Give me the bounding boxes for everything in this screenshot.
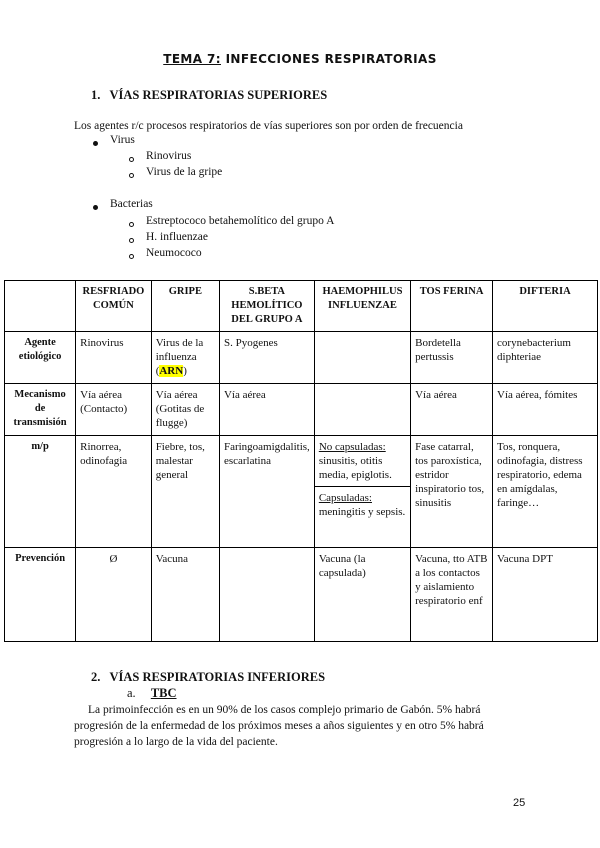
- sub-bullet-circle: [129, 254, 134, 259]
- subsection-title: TBC: [150, 686, 177, 700]
- capsulated-block: [315, 486, 410, 519]
- table-corner-cell: [5, 281, 76, 332]
- table-cell: Rinorrea, odinofagia: [76, 436, 152, 548]
- highlighted-text: ARN: [159, 365, 184, 377]
- section2-title: VÍAS RESPIRATORIAS INFERIORES: [109, 670, 326, 684]
- noncapsulated-block: [319, 440, 406, 482]
- section2-heading: [91, 670, 325, 685]
- table-cell: Vía aérea: [219, 384, 314, 436]
- column-header: RESFRIADO COMÚN: [76, 281, 152, 332]
- row-header: Mecanismo de transmisión: [5, 384, 76, 436]
- table-cell: Fiebre, tos, malestar general: [151, 436, 219, 548]
- table-cell: Vía aérea: [411, 384, 493, 436]
- table-cell: S. Pyogenes: [219, 332, 314, 384]
- table-row: [5, 332, 598, 384]
- sub-bullet-circle: [129, 222, 134, 227]
- section2-number: 2.: [91, 670, 101, 684]
- table-cell: Vía aérea (Gotitas de flugge): [151, 384, 219, 436]
- bullet-dot: [93, 205, 98, 210]
- table-cell: Ø: [76, 548, 152, 642]
- list-subitem: H. influenzae: [146, 231, 208, 243]
- table-cell: Bordetella pertussis: [411, 332, 493, 384]
- tbc-paragraph: La primoinfección es en un 90% de los casos complejo primario de Gabón. 5% habrá progresión de la enfermedad de los próximos meses a años siguientes y en otro 5% habrá progresión a lo largo de la vida del paciente.: [74, 704, 484, 748]
- table-cell: [314, 436, 410, 548]
- table-header-row: [5, 281, 598, 332]
- row-header: m/p: [5, 436, 76, 548]
- subcell-text: sinusitis, otitis media, epiglotis.: [318, 455, 392, 481]
- subcell-text: meningitis y sepsis.: [318, 506, 406, 518]
- infections-table: [4, 280, 598, 642]
- table-cell: Vacuna (la capsulada): [314, 548, 410, 642]
- row-header: Agente etiológico: [5, 332, 76, 384]
- table-cell: Tos, ronquera, odinofagia, distress respiratorio, edema en amígdalas, faringe…: [493, 436, 598, 548]
- table-cell: Vacuna: [151, 548, 219, 642]
- column-header: DIFTERIA: [493, 281, 598, 332]
- column-header: TOS FERINA: [411, 281, 493, 332]
- title-topic-number: TEMA 7:: [163, 52, 221, 66]
- cell-text: ): [183, 365, 187, 377]
- list-subitem: Neumococo: [146, 247, 202, 259]
- sub-bullet-circle: [129, 157, 134, 162]
- row-header: Prevención: [5, 548, 76, 642]
- bullet-dot: [93, 141, 98, 146]
- table-cell: Rinovirus: [76, 332, 152, 384]
- document-title: [0, 52, 600, 66]
- table-cell: corynebacterium diphteriae: [493, 332, 598, 384]
- title-topic-name: INFECCIONES RESPIRATORIAS: [225, 52, 437, 66]
- subsection-letter: a.: [127, 686, 136, 700]
- column-header: S.BETA HEMOLÍTICO DEL GRUPO A: [219, 281, 314, 332]
- table-row: [5, 384, 598, 436]
- section1-number: 1.: [91, 88, 101, 102]
- intro-text: Los agentes r/c procesos respiratorios de vías superiores son por orden de frecuencia: [74, 120, 463, 132]
- subsection-heading: [127, 686, 177, 701]
- page-number: 25: [513, 797, 526, 809]
- subcell-title: Capsuladas:: [318, 492, 372, 504]
- table-cell: Vía aérea, fómites: [493, 384, 598, 436]
- table-row: [5, 548, 598, 642]
- column-header: GRIPE: [151, 281, 219, 332]
- table-cell: [314, 332, 410, 384]
- table-cell: Fase catarral, tos paroxística, estridor inspiratorio tos, sinusitis: [411, 436, 493, 548]
- list-subitem: Estreptococo betahemolítico del grupo A: [146, 215, 335, 227]
- list-item-virus: Virus: [110, 134, 135, 146]
- sub-bullet-circle: [129, 238, 134, 243]
- list-subitem: Virus de la gripe: [146, 166, 223, 178]
- table-cell: [219, 548, 314, 642]
- section1-title: VÍAS RESPIRATORIAS SUPERIORES: [109, 88, 328, 102]
- column-header: HAEMOPHILUS INFLUENZAE: [314, 281, 410, 332]
- table-cell: Vacuna DPT: [493, 548, 598, 642]
- table-cell: Faringoamigdalitis, escarlatina: [219, 436, 314, 548]
- list-subitem: Rinovirus: [146, 150, 192, 162]
- sub-bullet-circle: [129, 173, 134, 178]
- subcell-title: No capsuladas:: [318, 441, 386, 453]
- table-cell: [314, 384, 410, 436]
- table-cell: Vía aérea (Contacto): [76, 384, 152, 436]
- cell-text: Virus de la influenza (: [155, 337, 204, 377]
- section1-heading: [91, 88, 327, 103]
- list-item-bacterias: Bacterias: [110, 198, 153, 210]
- table-cell: [151, 332, 219, 384]
- table-row: [5, 436, 598, 548]
- table-cell: Vacuna, tto ATB a los contactos y aislamiento respiratorio enf: [411, 548, 493, 642]
